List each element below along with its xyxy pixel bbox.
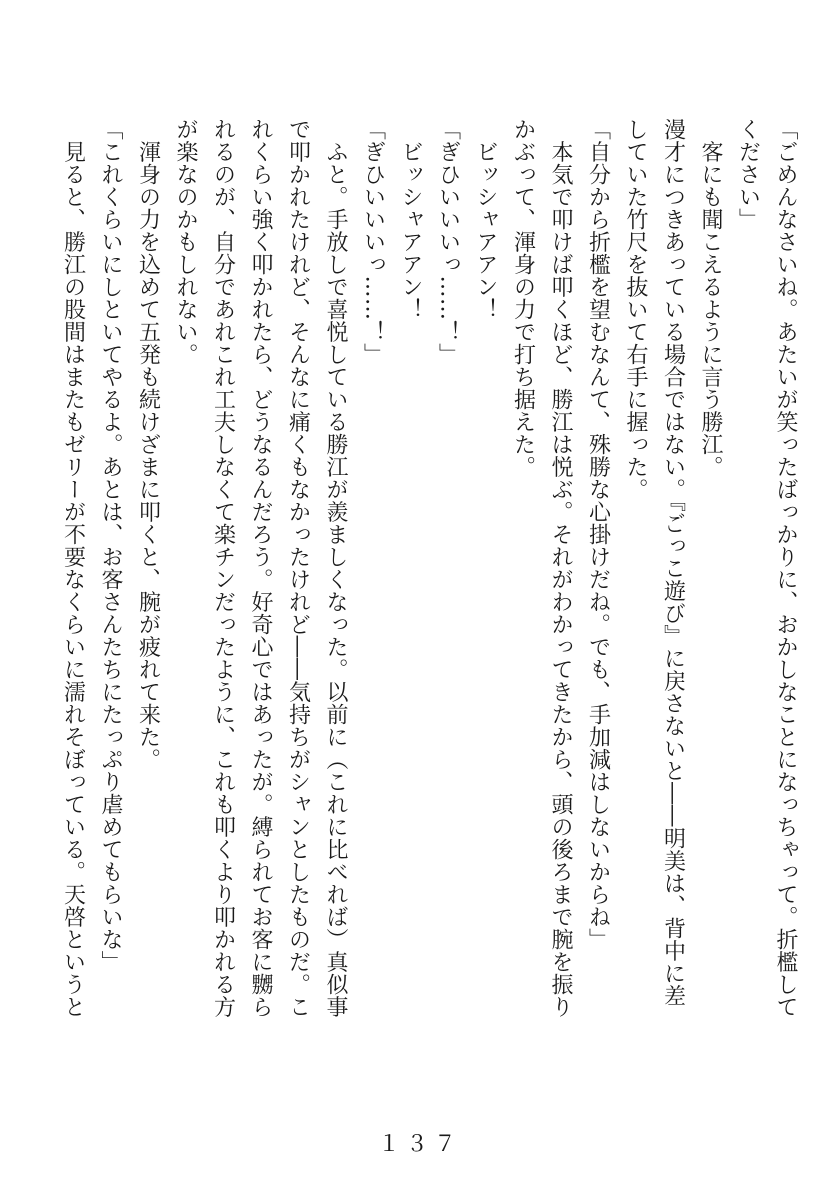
text-line: で叩かれたけれど、そんなに痛くもなかったけれど――気持ちがシャンとしたものだ。こ [285, 118, 311, 1018]
text-line: 「ぎひいいいっ……！」 [360, 118, 386, 366]
text-line: していた竹尺を抜いて右手に握った。 [623, 118, 648, 501]
text-line: れくらい強く叩かれたら、どうなるんだろう。好奇心ではあったが。縛られてお客に嬲ら [248, 118, 273, 1018]
text-line: 「自分から折檻を望むなんて、殊勝な心掛けだね。でも、手加減はしないからね」 [585, 118, 611, 951]
text-line: 本気で叩けば叩くほど、勝江は悦ぶ。それがわかってきたから、頭の後ろまで腕を振り [548, 118, 573, 1018]
text-line: ビッシャアアン！ [473, 118, 498, 321]
text-line: 渾身の力を込めて五発も続けざまに叩くと、腕が疲れて来た。 [135, 118, 161, 771]
page-number: １３７ [377, 1132, 462, 1157]
text-line: が楽なのかもしれない。 [173, 118, 198, 366]
text-line: 見ると、勝江の股間はまたもゼリーが不要なくらいに濡れそぼっている。天啓というと [60, 118, 86, 1018]
text-line: 漫才につきあっている場合ではない。『ごっこ遊び』に戻さないと――明美は、背中に差 [660, 118, 686, 1007]
text-line: ビッシャアアン！ [398, 118, 423, 321]
text-line: ふと。手放しで喜悦している勝江が羨ましくなった。以前に（これに比べれば）真似事 [323, 118, 348, 1018]
vertical-text-body [24, 118, 804, 1018]
text-line: 「これくらいにしといてやるよ。あとは、お客さんたちにたっぷり虐めてもらいな」 [98, 118, 123, 973]
text-line: れるのが、自分であれこれ工夫しなくて楽チンだったように、これも叩くより叩かれる方 [210, 118, 236, 1018]
text-line: 客にも聞こえるように言う勝江。 [698, 118, 723, 478]
text-line: 「ごめんなさいね。あたいが笑ったばっかりに、おかしなことになっちゃって。折檻して [773, 118, 798, 1018]
text-line: かぶって、渾身の力で打ち据えた。 [510, 118, 536, 478]
text-line: 「ぎひいいいっ……！」 [435, 118, 461, 366]
text-line: ください」 [735, 118, 761, 231]
